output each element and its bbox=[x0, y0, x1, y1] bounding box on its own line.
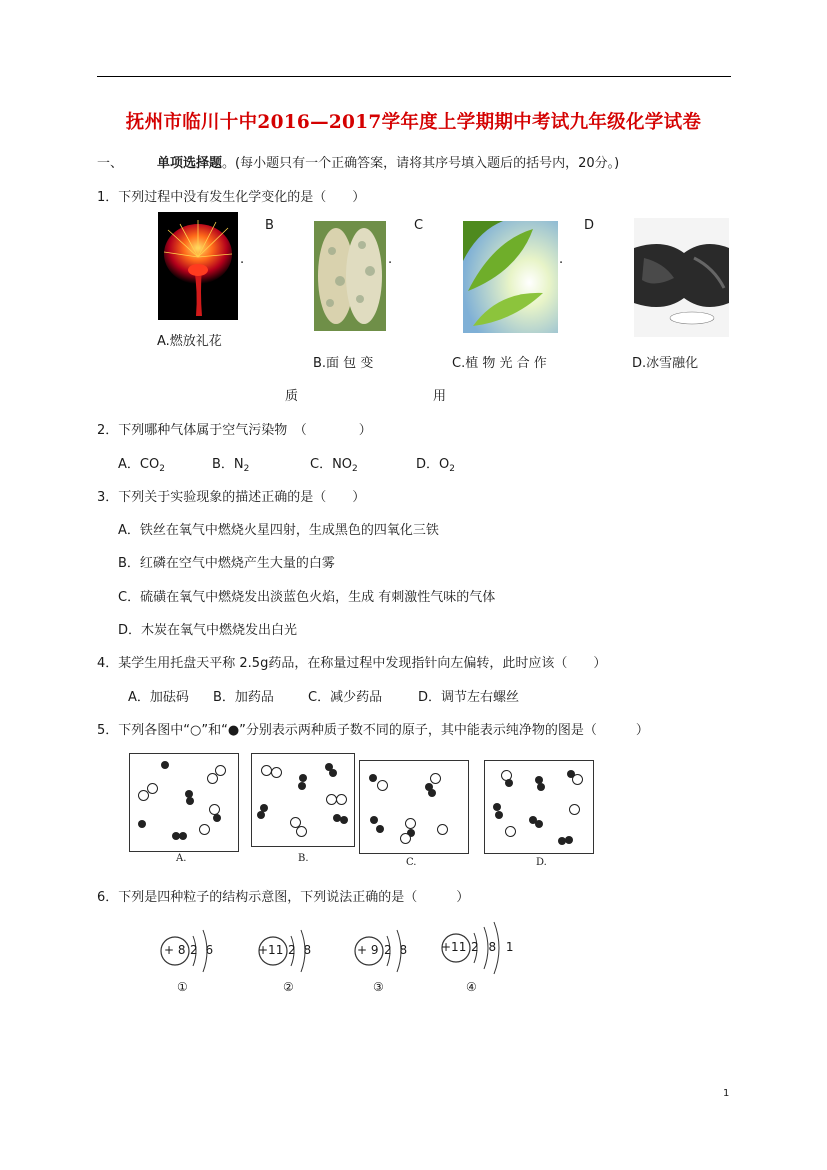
caption-c: C.植 物 光 合 作 bbox=[452, 356, 547, 371]
q2-option-a bbox=[118, 453, 165, 474]
q3-option-b: B．红磷在空气中燃烧产生大量的白雾 bbox=[118, 556, 335, 571]
particle-box-b bbox=[251, 753, 355, 847]
white-atom bbox=[207, 773, 218, 784]
q2-option-c-text: NO bbox=[332, 457, 353, 472]
header-rule bbox=[97, 76, 731, 77]
black-atom bbox=[186, 797, 194, 805]
white-atom bbox=[569, 804, 580, 815]
q2-option-a-label: A． bbox=[118, 457, 140, 472]
q2-option-b-text: N bbox=[233, 457, 244, 472]
section-heading-line bbox=[157, 152, 619, 171]
question-6-stem: 6．下列是四种粒子的结构示意图，下列说法正确的是（ ） bbox=[97, 890, 470, 905]
black-atom bbox=[370, 816, 378, 824]
q4-option-b: B．加药品 bbox=[213, 690, 274, 705]
section-note: 。(每小题只有一个正确答案，请将其序号填入题后的括号内，20分。) bbox=[222, 156, 620, 171]
q2-option-d-sub: 2 bbox=[449, 464, 455, 474]
box-d-label: D. bbox=[536, 857, 547, 868]
black-atom bbox=[340, 816, 348, 824]
black-atom bbox=[179, 832, 187, 840]
question-5-stem: 5．下列各图中“○”和“●”分别表示两种质子数不同的原子，其中能表示纯净物的图是（ ） bbox=[97, 723, 649, 738]
white-atom bbox=[138, 790, 149, 801]
white-atom bbox=[505, 826, 516, 837]
option-letter-c: C bbox=[414, 218, 424, 233]
page-number: 1 bbox=[723, 1088, 730, 1099]
white-atom bbox=[430, 773, 441, 784]
particle-4-shells: 2 8 1 bbox=[471, 940, 517, 954]
q4-option-c: C．减少药品 bbox=[308, 690, 383, 705]
black-atom bbox=[495, 811, 503, 819]
option-letter-d: D bbox=[584, 218, 595, 233]
particle-1-nucleus: + 8 bbox=[164, 943, 186, 957]
particle-structure-4 bbox=[436, 918, 526, 998]
particle-structure-2 bbox=[253, 918, 328, 998]
q2-option-b bbox=[212, 453, 249, 474]
black-atom bbox=[369, 774, 377, 782]
q2-option-b-sub: 2 bbox=[243, 464, 250, 474]
dot-c: . bbox=[559, 252, 564, 267]
white-atom bbox=[405, 818, 416, 829]
particle-2-mark: ② bbox=[283, 980, 294, 994]
q2-option-d bbox=[416, 453, 455, 474]
moldy-bread-image bbox=[314, 221, 386, 331]
question-2-stem: 2．下列哪种气体属于空气污染物 （ ） bbox=[97, 423, 372, 438]
q2-option-a-sub: 2 bbox=[159, 464, 165, 474]
option-letter-b: B bbox=[265, 218, 274, 233]
q2-option-d-label: D． bbox=[416, 457, 440, 472]
q2-option-d-text: O bbox=[439, 457, 450, 472]
particle-3-nucleus: + 9 bbox=[357, 943, 379, 957]
particle-4-nucleus: +11 bbox=[441, 940, 467, 954]
q2-option-c-label: C． bbox=[310, 457, 333, 472]
particle-4-mark: ④ bbox=[466, 980, 477, 994]
black-atom bbox=[298, 782, 306, 790]
caption-c-wrap: 用 bbox=[433, 389, 447, 404]
q4-option-d: D．调节左右螺丝 bbox=[418, 690, 520, 705]
q2-option-b-label: B． bbox=[212, 457, 234, 472]
black-atom bbox=[537, 783, 545, 791]
caption-b-wrap: 质 bbox=[285, 389, 299, 404]
black-atom bbox=[329, 769, 337, 777]
box-c-label: C. bbox=[406, 857, 417, 868]
box-a-label: A. bbox=[176, 853, 187, 864]
particle-1-shells: 2 6 bbox=[190, 943, 216, 957]
section-heading: 单项选择题 bbox=[157, 156, 223, 171]
particle-2-nucleus: +11 bbox=[258, 943, 284, 957]
particle-box-d bbox=[484, 760, 594, 854]
section-number: 一、 bbox=[97, 156, 124, 171]
black-atom bbox=[257, 811, 265, 819]
exam-title: 抚州市临川十中2016—2017学年度上学期期中考试九年级化学试卷 bbox=[125, 112, 702, 133]
white-atom bbox=[400, 833, 411, 844]
black-atom bbox=[376, 825, 384, 833]
white-atom bbox=[271, 767, 282, 778]
q4-option-a: A．加砝码 bbox=[128, 690, 189, 705]
black-atom bbox=[213, 814, 221, 822]
q2-option-c-sub: 2 bbox=[352, 464, 358, 474]
white-atom bbox=[296, 826, 307, 837]
q3-option-a: A．铁丝在氧气中燃烧火星四射，生成黑色的四氧化三铁 bbox=[118, 523, 439, 538]
melting-snow-image bbox=[634, 218, 729, 337]
caption-d: D.冰雪融化 bbox=[632, 356, 699, 371]
q3-option-d: D．木炭在氧气中燃烧发出白光 bbox=[118, 623, 298, 638]
caption-b: B.面 包 变 bbox=[313, 356, 374, 371]
question-4-stem: 4．某学生用托盘天平称 2.5g药品，在称量过程中发现指针向左偏转，此时应该（ ） bbox=[97, 656, 607, 671]
white-atom bbox=[336, 794, 347, 805]
particle-structure-1 bbox=[155, 918, 225, 998]
dot-b: . bbox=[388, 252, 393, 267]
white-atom bbox=[377, 780, 388, 791]
question-3-stem: 3．下列关于实验现象的描述正确的是（ ） bbox=[97, 490, 366, 505]
box-b-label: B. bbox=[298, 853, 309, 864]
black-atom bbox=[535, 820, 543, 828]
particle-1-mark: ① bbox=[177, 980, 188, 994]
photosynthesis-image bbox=[463, 221, 558, 333]
particle-2-shells: 2 8 bbox=[288, 943, 314, 957]
dot-a: . bbox=[240, 252, 245, 267]
white-atom bbox=[147, 783, 158, 794]
q2-option-a-text: CO bbox=[139, 457, 160, 472]
black-atom bbox=[299, 774, 307, 782]
white-atom bbox=[572, 774, 583, 785]
particle-structure-3 bbox=[349, 918, 424, 998]
black-atom bbox=[138, 820, 146, 828]
particle-box-a bbox=[129, 753, 239, 852]
q2-option-c bbox=[310, 453, 358, 474]
white-atom bbox=[199, 824, 210, 835]
fireworks-image bbox=[158, 212, 238, 320]
particle-3-shells: 2 8 bbox=[384, 943, 410, 957]
black-atom bbox=[565, 836, 573, 844]
particle-box-c bbox=[359, 760, 469, 854]
q3-option-c: C．硫磺在氧气中燃烧发出淡蓝色火焰，生成 有刺激性气味的气体 bbox=[118, 590, 496, 605]
caption-a: A.燃放礼花 bbox=[157, 334, 222, 349]
question-1-stem: 1．下列过程中没有发生化学变化的是（ ） bbox=[97, 190, 366, 205]
white-atom bbox=[437, 824, 448, 835]
black-atom bbox=[505, 779, 513, 787]
particle-3-mark: ③ bbox=[373, 980, 384, 994]
black-atom bbox=[161, 761, 169, 769]
black-atom bbox=[493, 803, 501, 811]
black-atom bbox=[428, 789, 436, 797]
